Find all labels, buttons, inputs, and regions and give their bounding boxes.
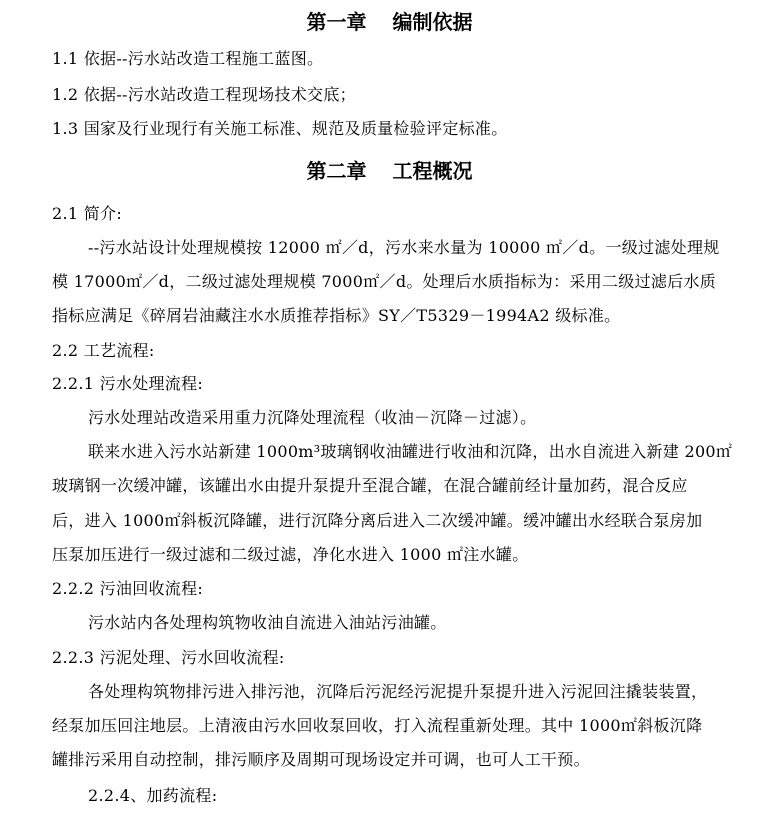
process-paragraph-line-2: 玻璃钢一次缓冲罐，该罐出水由提升泵提升至混合罐，在混合罐前经计量加药，混合反应 (52, 476, 688, 495)
oil-recovery-paragraph: 污水站内各处理构筑物收油自流进入油站污油罐。 (88, 613, 447, 632)
section-1-1: 1.1 依据--污水站改造工程施工蓝图。 (52, 49, 324, 68)
section-1-2: 1.2 依据--污水站改造工程现场技术交底； (52, 85, 356, 104)
chapter-2-heading (0, 159, 779, 183)
section-2-1: 2.1 简介: (52, 204, 123, 223)
chapter-1-number: 第一章 (306, 10, 367, 34)
process-paragraph-line-1: 联来水进入污水站新建 1000m³玻璃钢收油罐进行收油和沉降，出水自流进入新建 200㎡ (88, 442, 733, 461)
sludge-paragraph-line-2: 经泵加压回注地层。上清液由污水回收泵回收，打入流程重新处理。其中 1000㎡斜板沉降 (52, 716, 703, 735)
process-paragraph-line-3: 后，进入 1000㎡斜板沉降罐，进行沉降分离后进入二次缓冲罐。缓冲罐出水经联合泵房加 (52, 511, 703, 530)
section-2-2: 2.2 工艺流程: (52, 341, 155, 360)
sludge-paragraph-line-1: 各处理构筑物排污进入排污池，沉降后污泥经污泥提升泵提升进入污泥回注撬装装置， (88, 682, 708, 701)
section-1-3: 1.3 国家及行业现行有关施工标准、规范及质量检验评定标准。 (52, 119, 508, 138)
section-2-2-2: 2.2.2 污油回收流程: (52, 579, 204, 598)
intro-paragraph-line-1: --污水站设计处理规模按 12000 ㎡／d，污水来水量为 10000 ㎡／d。一级过滤处理规 (88, 238, 720, 257)
sludge-paragraph-line-3: 罐排污采用自动控制，排污顺序及周期可现场设定并可调，也可人工干预。 (52, 750, 590, 769)
section-2-2-4: 2.2.4、加药流程: (88, 786, 218, 805)
intro-paragraph-line-2: 模 17000㎡／d，二级过滤处理规模 7000㎡／d。处理后水质指标为：采用二级过滤后水质 (52, 272, 717, 291)
chapter-1-title: 编制依据 (392, 10, 473, 34)
section-2-2-3: 2.2.3 污泥处理、污水回收流程: (52, 648, 285, 667)
section-2-2-1: 2.2.1 污水处理流程: (52, 374, 204, 393)
chapter-1-heading (0, 10, 779, 34)
chapter-2-title: 工程概况 (392, 159, 473, 183)
intro-paragraph-line-3: 指标应满足《碎屑岩油藏注水水质推荐指标》SY／T5329－1994A2 级标准。 (52, 306, 621, 325)
sewage-process-paragraph: 污水处理站改造采用重力沉降处理流程（收油－沉降－过滤）。 (88, 408, 537, 427)
process-paragraph-line-4: 压泵加压进行一级过滤和二级过滤，净化水进入 1000 ㎡注水罐。 (52, 545, 529, 564)
chapter-2-number: 第二章 (306, 159, 367, 183)
